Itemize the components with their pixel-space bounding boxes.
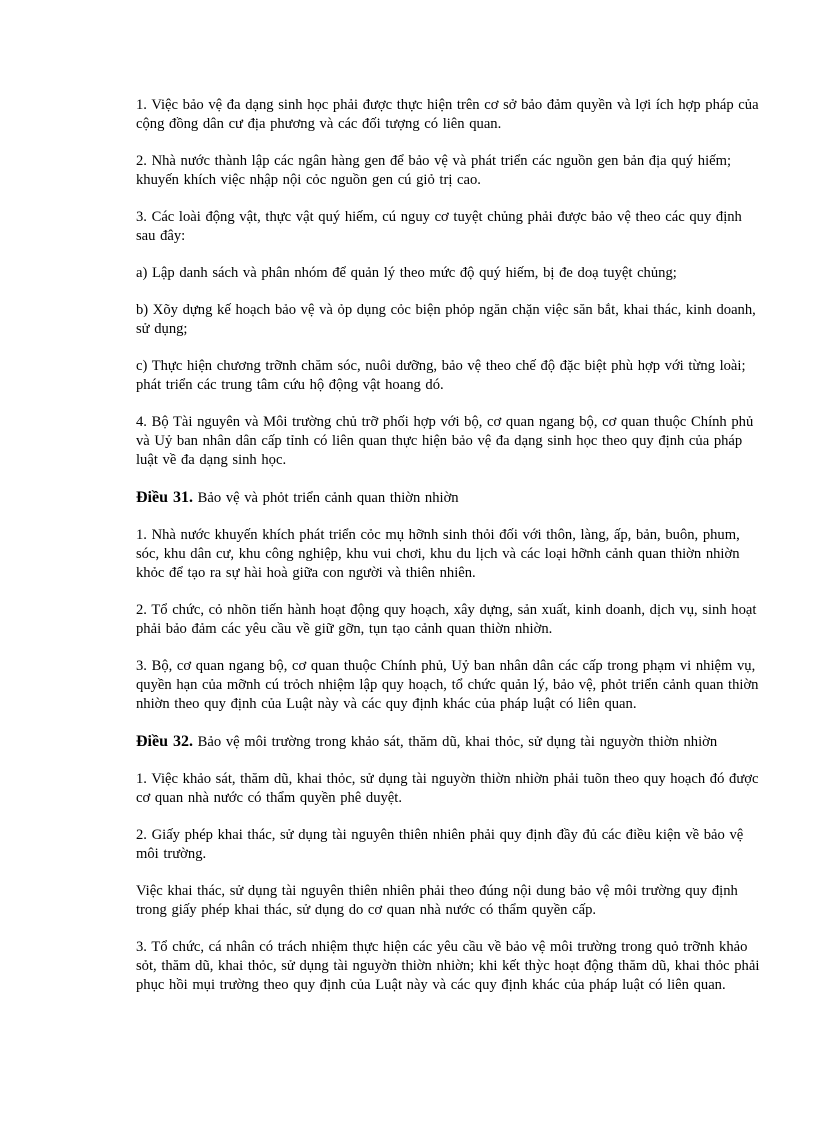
article-32-paragraph-2: 2. Giấy phép khai thác, sử dụng tài nguyên thiên nhiên phải quy định đầy đủ các điều kiện về bảo vệ môi trường.	[136, 827, 744, 862]
paragraph-3c: c) Thực hiện chương trỡnh chăm sóc, nuôi dưỡng, bảo vệ theo chế độ đặc biệt phù hợp với từng loài; phát triển các trung tâm cứu hộ động vật hoang dó.	[136, 358, 746, 393]
article-32-paragraph-3: 3. Tổ chức, cá nhân có trách nhiệm thực hiện các yêu cầu về bảo vệ môi trường trong quỏ trỡnh khảo sỏt, thăm dũ, khai thỏc, sử dụng tài nguyờn thiờn nhiờn; khi kết thỳc hoạt động thăm dũ, khai thỏc phải phục hồi mụi trường theo quy định của Luật này và các quy định khác của pháp luật có liên quan.	[136, 939, 760, 993]
article-32-label: Điều 32.	[136, 733, 193, 750]
article-31-title: Bảo vệ và phỏt triển cảnh quan thiờn nhiờn	[197, 490, 459, 506]
article-31-paragraph-3: 3. Bộ, cơ quan ngang bộ, cơ quan thuộc Chính phủ, Uỷ ban nhân dân các cấp trong phạm vi nhiệm vụ, quyền hạn của mỡnh cú trỏch nhiệm lập quy hoạch, tổ chức quản lý, bảo vệ, phỏt triển cảnh quan thiờn nhiờn theo quy định của Luật này và các quy định khác của pháp luật có liên quan.	[136, 658, 759, 712]
article-31-paragraph-1: 1. Nhà nước khuyến khích phát triển cỏc mụ hỡnh sinh thỏi đối với thôn, làng, ấp, bản, buôn, phum, sóc, khu dân cư, khu công nghiệp, khu vui chơi, khu du lịch và các loại hỡnh cảnh quan thiờn nhiờn khỏc để tạo ra sự hài hoà giữa con người và thiên nhiên.	[136, 527, 740, 581]
article-32-paragraph-2-cont: Việc khai thác, sử dụng tài nguyên thiên nhiên phải theo đúng nội dung bảo vệ môi trường quy định trong giấy phép khai thác, sử dụng do cơ quan nhà nước có thẩm quyền cấp.	[136, 883, 738, 918]
paragraph-3b: b) Xõy dựng kế hoạch bảo vệ và ỏp dụng cỏc biện phỏp ngăn chặn việc săn bắt, khai thác, kinh doanh, sử dụng;	[136, 302, 756, 337]
article-32-heading	[136, 732, 762, 752]
document-page	[136, 96, 762, 1013]
paragraph-1: 1. Việc bảo vệ đa dạng sinh học phải được thực hiện trên cơ sở bảo đảm quyền và lợi ích hợp pháp của cộng đồng dân cư địa phương và các đối tượng có liên quan.	[136, 97, 759, 132]
article-31-paragraph-2: 2. Tổ chức, cỏ nhõn tiến hành hoạt động quy hoạch, xây dựng, sản xuất, kinh doanh, dịch vụ, sinh hoạt phải bảo đảm các yêu cầu về giữ gỡn, tụn tạo cảnh quan thiờn nhiờn.	[136, 602, 757, 637]
paragraph-3: 3. Các loài động vật, thực vật quý hiếm, cú nguy cơ tuyệt chủng phải được bảo vệ theo các quy định sau đây:	[136, 209, 742, 244]
article-32-paragraph-1: 1. Việc khảo sát, thăm dũ, khai thỏc, sử dụng tài nguyờn thiờn nhiờn phải tuõn theo quy hoạch đó được cơ quan nhà nước có thẩm quyền phê duyệt.	[136, 771, 759, 806]
article-32-title: Bảo vệ môi trường trong khảo sát, thăm dũ, khai thỏc, sử dụng tài nguyờn thiờn nhiờn	[197, 734, 718, 750]
paragraph-2: 2. Nhà nước thành lập các ngân hàng gen để bảo vệ và phát triển các nguồn gen bản địa quý hiếm; khuyến khích việc nhập nội cỏc nguồn gen cú giỏ trị cao.	[136, 153, 732, 188]
paragraph-3a: a) Lập danh sách và phân nhóm để quản lý theo mức độ quý hiếm, bị đe doạ tuyệt chủng;	[136, 265, 677, 281]
article-31-heading	[136, 488, 762, 508]
article-31-label: Điều 31.	[136, 489, 193, 506]
paragraph-4: 4. Bộ Tài nguyên và Môi trường chủ trỡ phối hợp với bộ, cơ quan ngang bộ, cơ quan thuộc Chính phủ và Uỷ ban nhân dân cấp tỉnh có liên quan thực hiện bảo vệ đa dạng sinh học theo quy định của pháp luật về đa dạng sinh học.	[136, 414, 754, 468]
